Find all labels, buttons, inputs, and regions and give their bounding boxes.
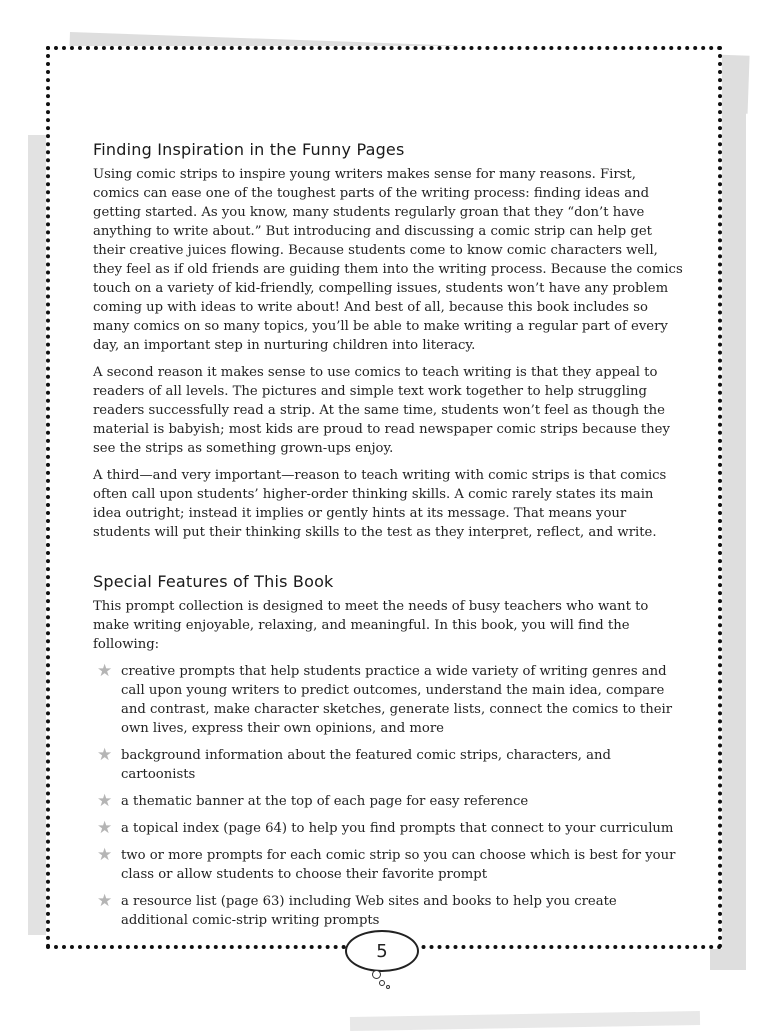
feature-text: background information about the featured comic strips, characters, and cartoonists	[121, 748, 611, 782]
star-icon: ★	[97, 745, 113, 765]
page-content	[93, 140, 683, 938]
star-icon: ★	[97, 791, 113, 811]
star-icon: ★	[97, 661, 113, 681]
features-intro: This prompt collection is designed to meet the needs of busy teachers who want to make writing enjoyable, relaxing, and meaningful. In this book, you will find the following:	[93, 599, 649, 652]
feature-text: creative prompts that help students practice a wide variety of writing genres and call upon young writers to predict outcomes, understand the main idea, compare and contrast, make character sketches, generate lists, connect the comics to their own lives, express their own opinions, and more	[121, 664, 673, 736]
features-heading: Special Features of This Book	[93, 572, 334, 591]
list-item	[93, 746, 683, 784]
features-list	[93, 662, 683, 930]
section-spacer	[93, 550, 683, 572]
star-icon: ★	[97, 845, 113, 865]
feature-text: a thematic banner at the top of each page for easy reference	[121, 794, 529, 809]
list-item	[93, 819, 683, 838]
thought-bubble-dot	[372, 970, 381, 979]
inspiration-section	[93, 140, 683, 542]
star-icon: ★	[97, 891, 113, 911]
feature-text: a resource list (page 63) including Web sites and books to help you create additional comic-strip writing prompts	[121, 894, 617, 928]
feature-text: a topical index (page 64) to help you find prompts that connect to your curriculum	[121, 821, 674, 836]
list-item	[93, 792, 683, 811]
list-item	[93, 892, 683, 930]
thought-bubble-dot	[379, 980, 385, 986]
inspiration-paragraph-3: A third—and very important—reason to teach writing with comic strips is that comics often call upon students’ higher-order thinking skills. A comic rarely states its main idea outright; instead it implies or gently hints at its message. That means your students will put their thinking skills to the test as they interpret, reflect, and write.	[93, 468, 667, 540]
feature-text: two or more prompts for each comic strip so you can choose which is best for your class or allow students to choose their favorite prompt	[121, 848, 676, 882]
inspiration-heading: Finding Inspiration in the Funny Pages	[93, 140, 405, 159]
list-item	[93, 662, 683, 738]
page-number: 5	[376, 940, 388, 962]
inspiration-paragraph-1: Using comic strips to inspire young writers makes sense for many reasons. First, comics can ease one of the toughest parts of the writing process: finding ideas and getting started. As you know, many students regularly groan that they “don’t have anything to write about.” But introducing and discussing a comic strip can help get their creative juices flowing. Because students come to know comic characters well, they feel as if old friends are guiding them into the writing process. Because the comics touch on a variety of kid-friendly, compelling issues, students won’t have any problem coming up with ideas to write about! And best of all, because this book includes so many comics on so many topics, you’ll be able to make writing a regular part of every day, an important step in nurturing children into literacy.	[93, 167, 683, 353]
features-section	[93, 572, 683, 930]
page-number-bubble	[345, 930, 419, 972]
inspiration-paragraph-2: A second reason it makes sense to use comics to teach writing is that they appeal to readers of all levels. The pictures and simple text work together to help struggling readers successfully read a strip. At the same time, students won’t feel as though the material is babyish; most kids are proud to read newspaper comic strips because they see the strips as something grown-ups enjoy.	[93, 365, 670, 456]
page-shadow-bottom	[350, 1011, 700, 1031]
list-item	[93, 846, 683, 884]
star-icon: ★	[97, 818, 113, 838]
thought-bubble-dot	[386, 985, 390, 989]
